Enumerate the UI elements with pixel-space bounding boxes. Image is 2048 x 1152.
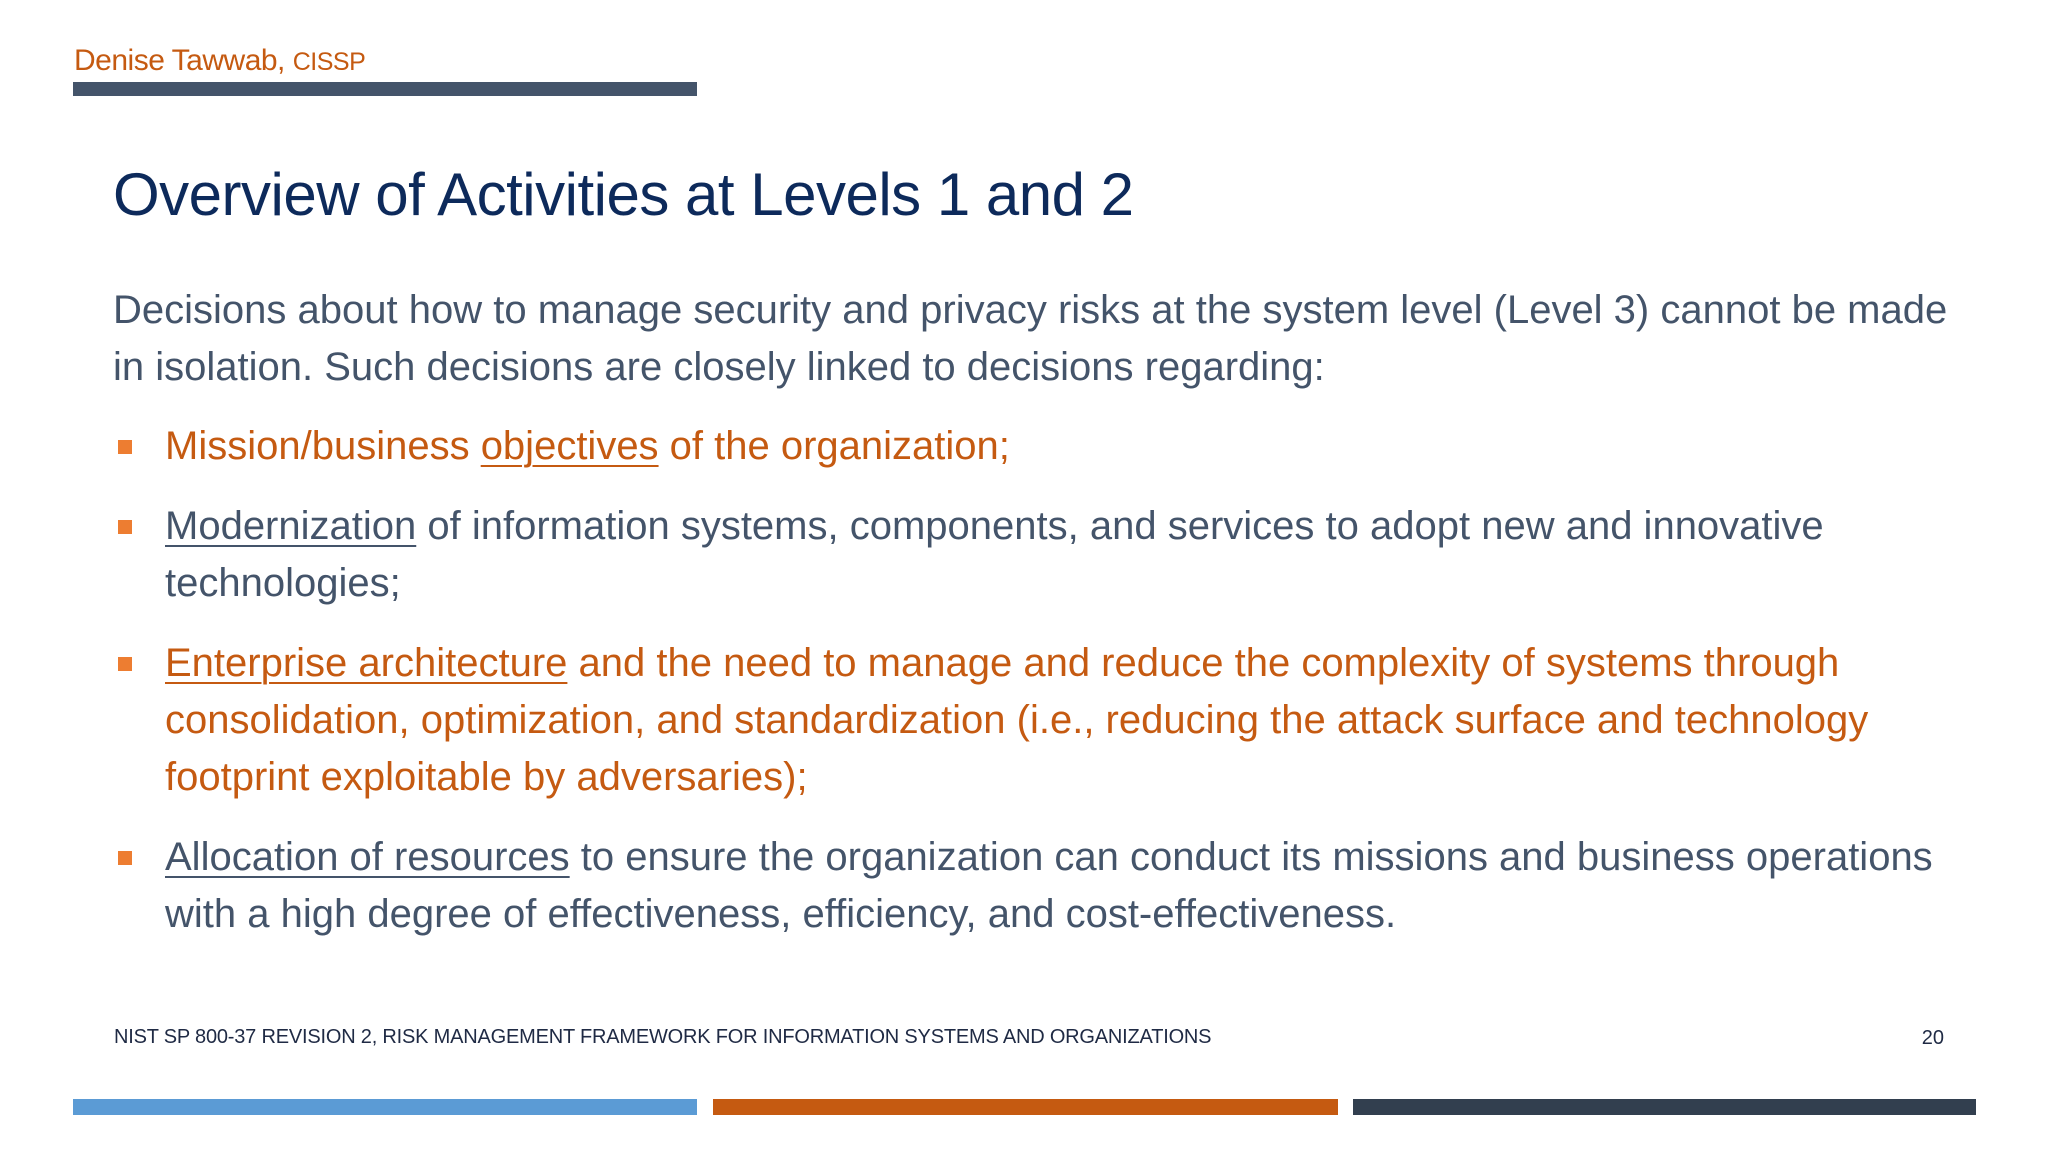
- bullet-text-after: to ensure the organization can conduct its missions and business operations with a high degree of effectiveness, efficiency, and cost-effectiveness.: [165, 835, 1933, 936]
- footer-bar-orange: [713, 1099, 1338, 1115]
- bullet-keyword: objectives: [480, 424, 659, 468]
- bullet-item-objectives: [113, 418, 1953, 475]
- square-bullet-icon: [118, 520, 132, 534]
- bullet-keyword: Modernization: [165, 504, 417, 548]
- bullet-item-modernization: [113, 498, 1953, 612]
- author-credit: [74, 44, 365, 78]
- bullet-text-after: of information systems, components, and services to adopt new and innovative technologies;: [165, 504, 1824, 605]
- bullet-item-enterprise-architecture: [113, 635, 1953, 806]
- square-bullet-icon: [118, 657, 132, 671]
- author-name: Denise Tawwab,: [74, 44, 285, 77]
- footer-bar-blue: [73, 1099, 697, 1115]
- author-credential: CISSP: [292, 48, 366, 76]
- bullet-item-allocation-of-resources: [113, 829, 1953, 943]
- bullet-text-before: Mission/business: [165, 424, 481, 468]
- bullet-keyword: Enterprise architecture: [165, 641, 568, 685]
- intro-paragraph: Decisions about how to manage security and privacy risks at the system level (Level 3) cannot be made in isolation. Such decisions are closely linked to decisions regarding:: [113, 288, 1948, 389]
- bullet-text-after: of the organization;: [658, 424, 1010, 468]
- bullet-text-after: and the need to manage and reduce the complexity of systems through consolidation, optimization, and standardization (i.e., reducing the attack surface and technology footprint exploitable by adversaries);: [165, 641, 1869, 799]
- slide-body: [113, 282, 1953, 966]
- footer-bar-dark: [1353, 1099, 1976, 1115]
- page-number: 20: [1921, 1027, 1944, 1049]
- bullet-keyword: Allocation of resources: [165, 835, 570, 879]
- footer-source: NIST SP 800-37 REVISION 2, RISK MANAGEMENT FRAMEWORK FOR INFORMATION SYSTEMS AND ORGANIZATIONS: [114, 1026, 1212, 1048]
- square-bullet-icon: [118, 851, 132, 865]
- bullet-list: [113, 418, 1953, 943]
- slide-title: Overview of Activities at Levels 1 and 2: [113, 161, 1134, 228]
- author-underline-rule: [73, 82, 697, 96]
- square-bullet-icon: [118, 440, 132, 454]
